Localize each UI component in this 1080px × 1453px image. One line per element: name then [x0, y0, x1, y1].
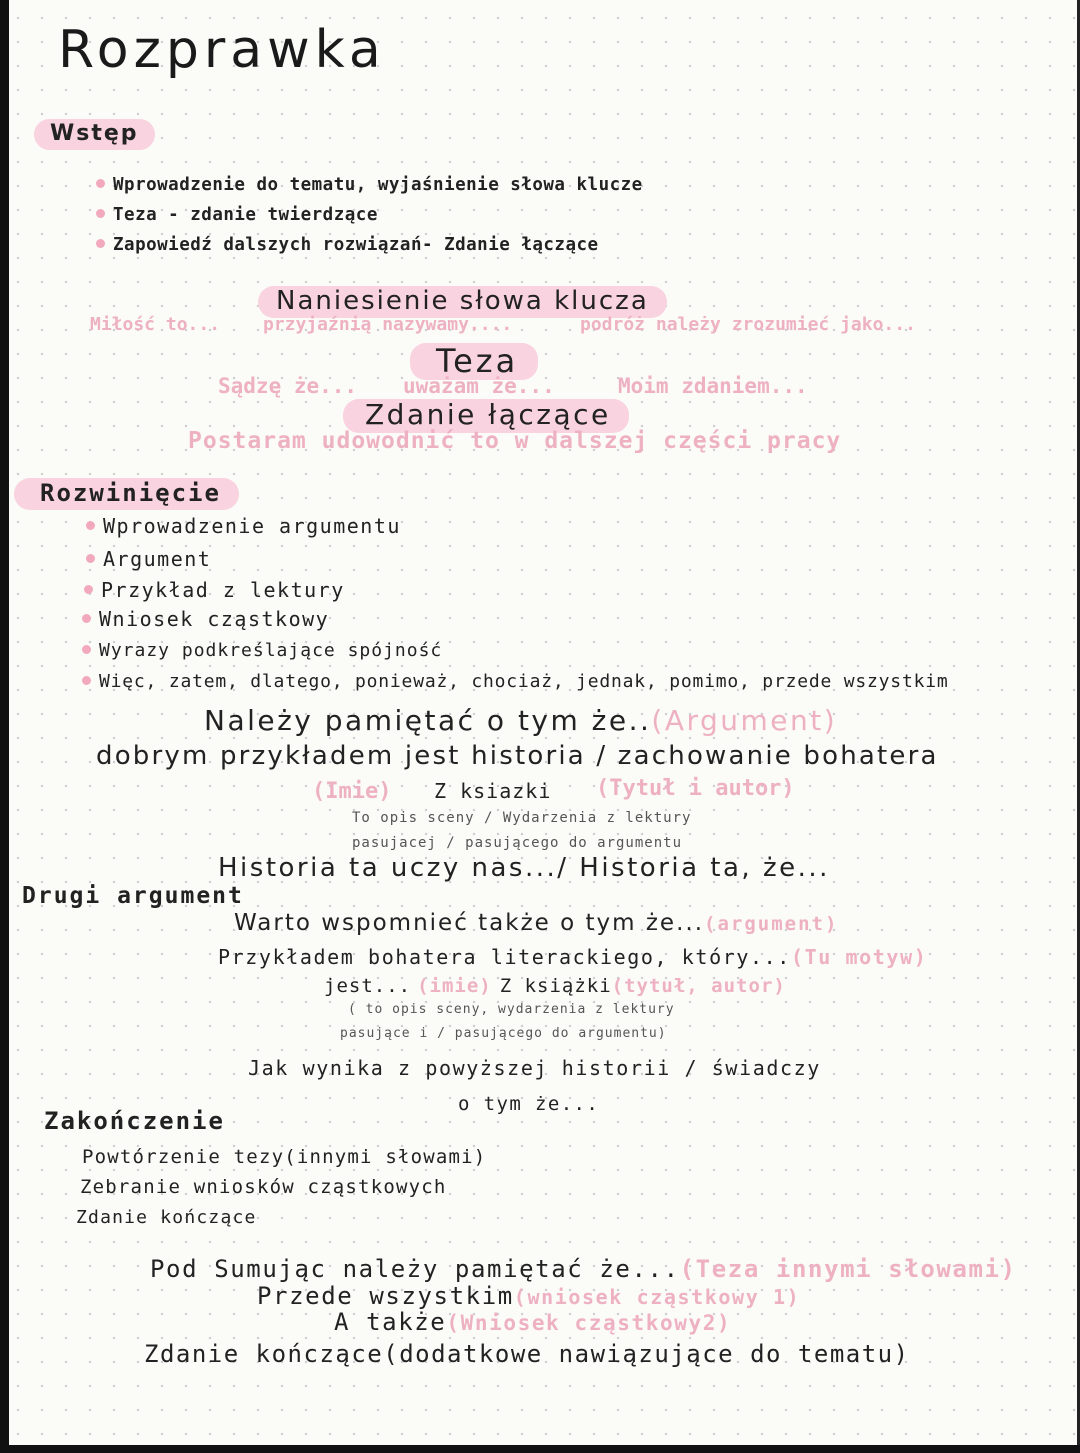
example-phrase: Miłość to...	[90, 314, 221, 335]
subheading-zdanie-laczace: Zdanie łączące	[343, 399, 629, 433]
template-hint: ( to opis sceny, wydarzenia z lektury	[348, 1002, 675, 1017]
list-item: Wniosek cząstkowy	[82, 609, 329, 629]
list-item: Wyrazy podkreślające spójność	[82, 642, 442, 660]
list-item: Wprowadzenie argumentu	[86, 516, 401, 536]
template-hint: pasujące i / pasującego do argumentu)	[340, 1026, 667, 1041]
template-line: o tym że...	[458, 1093, 600, 1115]
template-line: Zdanie kończące(dodatkowe nawiązujące do tematu)	[144, 1340, 910, 1368]
template-line: Jak wynika z powyższej historii / świadczy	[248, 1056, 821, 1080]
subheading-teza: Teza	[410, 343, 538, 380]
placeholder-note: (Tytuł i autor)	[596, 776, 795, 801]
template-line: jest... (imie) Z książki(tytuł, autor)	[324, 975, 786, 997]
template-line: Warto wspomnieć także o tym że...(argument)	[234, 910, 839, 936]
template-line: Należy pamiętać o tym że..(Argument)	[204, 704, 838, 737]
section-heading-wstep: Wstęp	[34, 119, 155, 150]
list-item: Powtórzenie tezy(innymi słowami)	[82, 1146, 487, 1168]
bullet-icon	[82, 676, 91, 685]
example-phrase: podróż należy zrozumieć jako...	[580, 314, 916, 335]
list-item: Zebranie wniosków cząstkowych	[80, 1176, 447, 1198]
example-phrase: Moim zdaniem...	[618, 374, 808, 398]
bullet-icon	[96, 209, 105, 218]
bullet-icon	[84, 585, 93, 594]
template-line: A także(Wniosek cząstkowy2)	[334, 1308, 732, 1336]
template-line: Przykładem bohatera literackiego, który...(Tu motyw)	[218, 945, 928, 969]
page-title: Rozprawka	[58, 20, 386, 80]
list-item: Teza - zdanie twierdzące	[96, 207, 378, 225]
example-phrase: Sądzę że...	[218, 374, 358, 398]
bullet-icon	[96, 239, 105, 248]
list-item: Wprowadzenie do tematu, wyjaśnienie słowa klucze	[96, 177, 643, 195]
list-item: Argument	[86, 549, 211, 569]
template-hint: pasujacej / pasującego do argumentu	[352, 835, 683, 851]
bullet-icon	[96, 179, 105, 188]
template-line: Pod Sumując należy pamiętać że...(Teza innymi słowami)	[150, 1255, 1017, 1283]
subheading-drugi-argument: Drugi argument	[22, 883, 244, 909]
example-phrase: Postaram udowodnić to w dalszej części pracy	[188, 428, 842, 454]
template-text: Z ksiazki	[434, 779, 552, 803]
list-item: Przykład z lektury	[84, 580, 345, 600]
example-phrase: przyjaźnią nazywamy....	[263, 314, 513, 335]
list-item: Zdanie kończące	[76, 1207, 257, 1228]
section-heading-zakonczenie: Zakończenie	[44, 1107, 225, 1135]
bullet-icon	[82, 645, 91, 654]
scan-border-left	[0, 0, 9, 1453]
scan-border-bottom	[0, 1445, 1080, 1453]
section-heading-rozwiniecie: Rozwinięcie	[14, 478, 239, 510]
subheading-slowa-klucza: Naniesienie słowa klucza	[258, 286, 667, 318]
template-line: dobrym przykładem jest historia / zachowanie bohatera	[96, 741, 939, 771]
example-phrase: uważam że...	[403, 374, 555, 398]
bullet-icon	[86, 554, 95, 563]
template-hint: To opis sceny / Wydarzenia z lektury	[352, 810, 692, 826]
template-line: Przede wszystkim(wniosek cząstkowy 1)	[257, 1282, 801, 1310]
template-line: Historia ta uczy nas.../ Historia ta, że...	[218, 853, 830, 883]
list-item: Więc, zatem, dlatego, ponieważ, chociaż, jednak, pomimo, przede wszystkim	[82, 673, 949, 691]
bullet-icon	[82, 614, 91, 623]
list-item: Zapowiedź dalszych rozwiązań- Zdanie łączące	[96, 237, 599, 255]
placeholder-note: (Imie)	[312, 779, 392, 804]
bullet-icon	[86, 521, 95, 530]
